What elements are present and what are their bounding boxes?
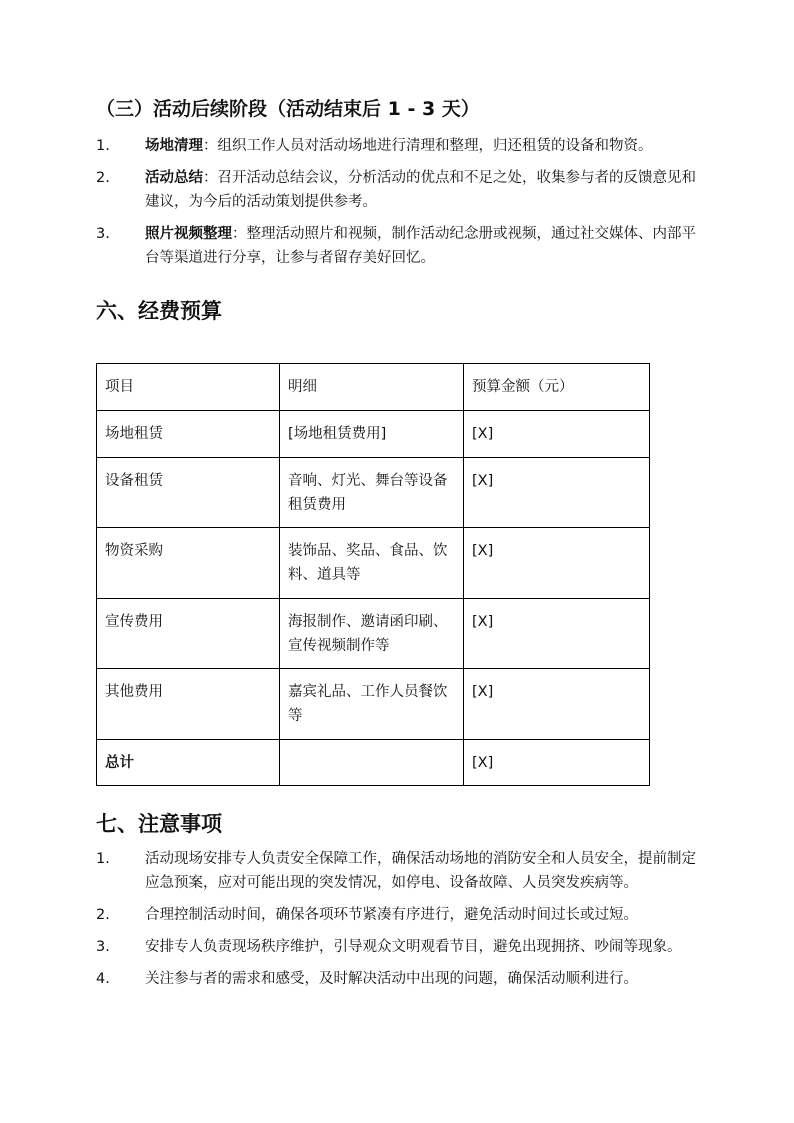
table-cell: [X] xyxy=(464,599,650,669)
list-term: 活动总结 xyxy=(145,170,203,186)
table-header-cell: 项目 xyxy=(97,364,280,411)
list-number: 2. xyxy=(96,170,110,186)
table-cell: [X] xyxy=(464,528,650,599)
table-cell: 设备租赁 xyxy=(97,458,280,528)
table-cell: 音响、灯光、舞台等设备租赁费用 xyxy=(280,458,464,528)
budget-table xyxy=(96,363,650,786)
table-cell: [X] xyxy=(464,458,650,528)
list-item xyxy=(96,847,702,895)
list-text: 安排专人负责现场秩序维护，引导观众文明观看节目，避免出现拥挤、吵闹等现象。 xyxy=(145,939,682,955)
table-cell: 其他费用 xyxy=(97,669,280,740)
list-number: 4. xyxy=(96,971,110,987)
table-total-label: 总计 xyxy=(97,740,280,786)
table-header-cell: 明细 xyxy=(280,364,464,411)
table-cell: [X] xyxy=(464,411,650,458)
list-term: 场地清理 xyxy=(145,138,203,154)
table-row xyxy=(97,669,650,740)
list-text: 活动现场安排专人负责安全保障工作，确保活动场地的消防安全和人员安全，提前制定应急预案，应对可能出现的突发情况，如停电、设备故障、人员突发疾病等。 xyxy=(145,851,696,891)
list-text: 合理控制活动时间，确保各项环节紧凑有序进行，避免活动时间过长或过短。 xyxy=(145,907,638,923)
table-total-value: [X] xyxy=(464,740,650,786)
list-text: ：组织工作人员对活动场地进行清理和整理，归还租赁的设备和物资。 xyxy=(203,138,653,154)
list-term: 照片视频整理 xyxy=(145,226,232,242)
table-row xyxy=(97,528,650,599)
table-header-cell: 预算金额（元） xyxy=(464,364,650,411)
table-cell: [X] xyxy=(464,669,650,740)
list-text: 关注参与者的需求和感受，及时解决活动中出现的问题，确保活动顺利进行。 xyxy=(145,971,638,987)
table-cell: 物资采购 xyxy=(97,528,280,599)
table-cell: 宣传费用 xyxy=(97,599,280,669)
table-cell: 装饰品、奖品、食品、饮料、道具等 xyxy=(280,528,464,599)
notes-list xyxy=(96,847,702,999)
list-number: 1. xyxy=(96,138,110,154)
table-cell: [场地租赁费用] xyxy=(280,411,464,458)
list-item xyxy=(96,134,702,158)
list-item xyxy=(96,967,702,991)
section-heading-followup: （三）活动后续阶段（活动结束后 1 - 3 天） xyxy=(96,98,480,120)
table-cell: 海报制作、邀请函印刷、宣传视频制作等 xyxy=(280,599,464,669)
list-number: 1. xyxy=(96,851,110,867)
list-item xyxy=(96,166,702,214)
table-cell xyxy=(280,740,464,786)
followup-list xyxy=(96,134,702,278)
list-item xyxy=(96,903,702,927)
list-number: 2. xyxy=(96,907,110,923)
list-item xyxy=(96,935,702,959)
section-heading-budget: 六、经费预算 xyxy=(96,299,222,323)
list-text: ：整理活动照片和视频，制作活动纪念册或视频，通过社交媒体、内部平台等渠道进行分享，让参与者留存美好回忆。 xyxy=(145,226,696,266)
list-item xyxy=(96,222,702,270)
list-number: 3. xyxy=(96,939,110,955)
list-text: ：召开活动总结会议，分析活动的优点和不足之处，收集参与者的反馈意见和建议，为今后的活动策划提供参考。 xyxy=(145,170,696,210)
table-cell: 场地租赁 xyxy=(97,411,280,458)
table-row xyxy=(97,458,650,528)
table-row xyxy=(97,599,650,669)
table-total-row xyxy=(97,740,650,786)
table-cell: 嘉宾礼品、工作人员餐饮等 xyxy=(280,669,464,740)
table-row xyxy=(97,411,650,458)
section-heading-notes: 七、注意事项 xyxy=(96,812,222,836)
table-header-row xyxy=(97,364,650,411)
list-number: 3. xyxy=(96,226,110,242)
